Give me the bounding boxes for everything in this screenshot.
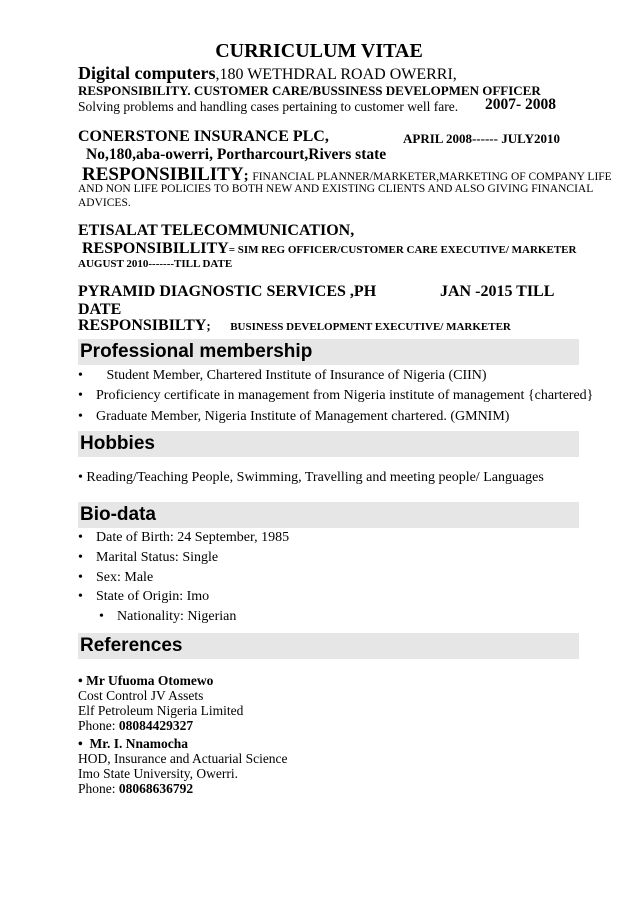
membership-heading: Professional membership	[78, 339, 579, 365]
job3-company: ETISALAT TELECOMMUNICATION,	[78, 222, 355, 239]
job3-resp-value: SIM REG OFFICER/CUSTOMER CARE EXECUTIVE/ MARKETER	[237, 244, 577, 256]
job2-responsibility: RESPONSIBILITY; FINANCIAL PLANNER/MARKETER,MARKETING OF COMPANY LIFE	[82, 164, 612, 185]
hobbies-item: • Reading/Teaching People, Swimming, Travelling and meeting people/ Languages	[78, 470, 544, 485]
job4-resp-label: RESPONSIBILTY	[78, 317, 207, 334]
ref2-name: • Mr. I. Nnamocha	[78, 736, 188, 751]
job1-header	[78, 63, 457, 84]
job3-responsibility: RESPONSIBILLITY= SIM REG OFFICER/CUSTOMER CARE EXECUTIVE/ MARKETER	[82, 240, 577, 257]
job2-resp-line2: AND NON LIFE POLICIES TO BOTH NEW AND EXISTING CLIENTS AND ALSO GIVING FINANCIAL	[78, 183, 594, 195]
job4-responsibility: RESPONSIBILTY; BUSINESS DEVELOPMENT EXECUTIVE/ MARKETER	[78, 317, 511, 334]
list-item: • Date of Birth: 24 September, 1985	[78, 530, 290, 545]
job2-resp-label: RESPONSIBILITY	[82, 164, 244, 185]
references-heading: References	[78, 633, 579, 659]
ref1-line1: Cost Control JV Assets	[78, 688, 204, 703]
hobbies-heading: Hobbies	[78, 431, 579, 457]
job1-resp-label: RESPONSIBILITY	[78, 83, 188, 98]
list-item: • Sex: Male	[78, 570, 154, 585]
ref2-line2: Imo State University, Owerri.	[78, 766, 238, 781]
biodata-item: Marital Status: Single	[96, 550, 219, 565]
job1-company: Digital computers	[78, 63, 216, 83]
list-item: • Proficiency certificate in management from Nigeria institute of management {chartered}	[78, 388, 594, 403]
job1-responsibility: RESPONSIBILITY. CUSTOMER CARE/BUSSINESS DEVELOPMEN OFFICER	[78, 83, 541, 98]
list-item: • State of Origin: Imo	[78, 589, 210, 604]
membership-item: Graduate Member, Nigeria Institute of Management chartered. (GMNIM)	[96, 409, 510, 424]
biodata-item: Sex: Male	[96, 570, 154, 585]
list-item: • Marital Status: Single	[78, 550, 219, 565]
job4-resp-value: BUSINESS DEVELOPMENT EXECUTIVE/ MARKETER	[230, 321, 511, 333]
job4-dates-line1: JAN -2015 TILL	[440, 283, 555, 300]
job2-address: No,180,aba-owerri, Portharcourt,Rivers state	[86, 146, 387, 163]
membership-item: Proficiency certificate in management from Nigeria institute of management {chartered}	[96, 388, 594, 403]
hobbies-text: Reading/Teaching People, Swimming, Travelling and meeting people/ Languages	[86, 470, 544, 485]
ref2-line1: HOD, Insurance and Actuarial Science	[78, 751, 288, 766]
biodata-item: Nationality: Nigerian	[117, 609, 237, 624]
ref1-line2: Elf Petroleum Nigeria Limited	[78, 703, 244, 718]
job2-resp-line3: ADVICES.	[78, 197, 131, 209]
job1-address: ,180 WETHDRAL ROAD OWERRI,	[215, 66, 457, 83]
job2-dates: APRIL 2008------ JULY2010	[403, 131, 560, 146]
job1-resp-value: CUSTOMER CARE/BUSSINESS DEVELOPMEN OFFICER	[193, 83, 541, 98]
job1-dates: 2007- 2008	[485, 96, 557, 113]
biodata-heading: Bio-data	[78, 502, 579, 528]
job4-company: PYRAMID DIAGNOSTIC SERVICES ,PH	[78, 283, 377, 300]
job3-dates: AUGUST 2010-------TILL DATE	[78, 258, 233, 270]
membership-item: Student Member, Chartered Institute of Insurance of Nigeria (CIIN)	[106, 368, 487, 383]
job3-resp-label: RESPONSIBILLITY	[82, 240, 229, 257]
ref1-phone: Phone: 08084429327	[78, 718, 194, 733]
ref2-phone: Phone: 08068636792	[78, 781, 194, 796]
biodata-item: Date of Birth: 24 September, 1985	[96, 530, 290, 545]
job2-resp-line1: FINANCIAL PLANNER/MARKETER,MARKETING OF COMPANY LIFE	[252, 171, 612, 183]
list-item: • Nationality: Nigerian	[99, 609, 237, 624]
list-item: • Graduate Member, Nigeria Institute of Management chartered. (GMNIM)	[78, 409, 510, 424]
biodata-item: State of Origin: Imo	[96, 589, 210, 604]
job1-description: Solving problems and handling cases pertaining to customer well fare.	[78, 99, 459, 114]
page-title: CURRICULUM VITAE	[215, 40, 423, 62]
job4-dates-line2: DATE	[78, 301, 122, 318]
ref1-name: • Mr Ufuoma Otomewo	[78, 673, 214, 688]
job2-company: CONERSTONE INSURANCE PLC,	[78, 128, 329, 145]
list-item: • Student Member, Chartered Institute of Insurance of Nigeria (CIIN)	[78, 368, 487, 383]
